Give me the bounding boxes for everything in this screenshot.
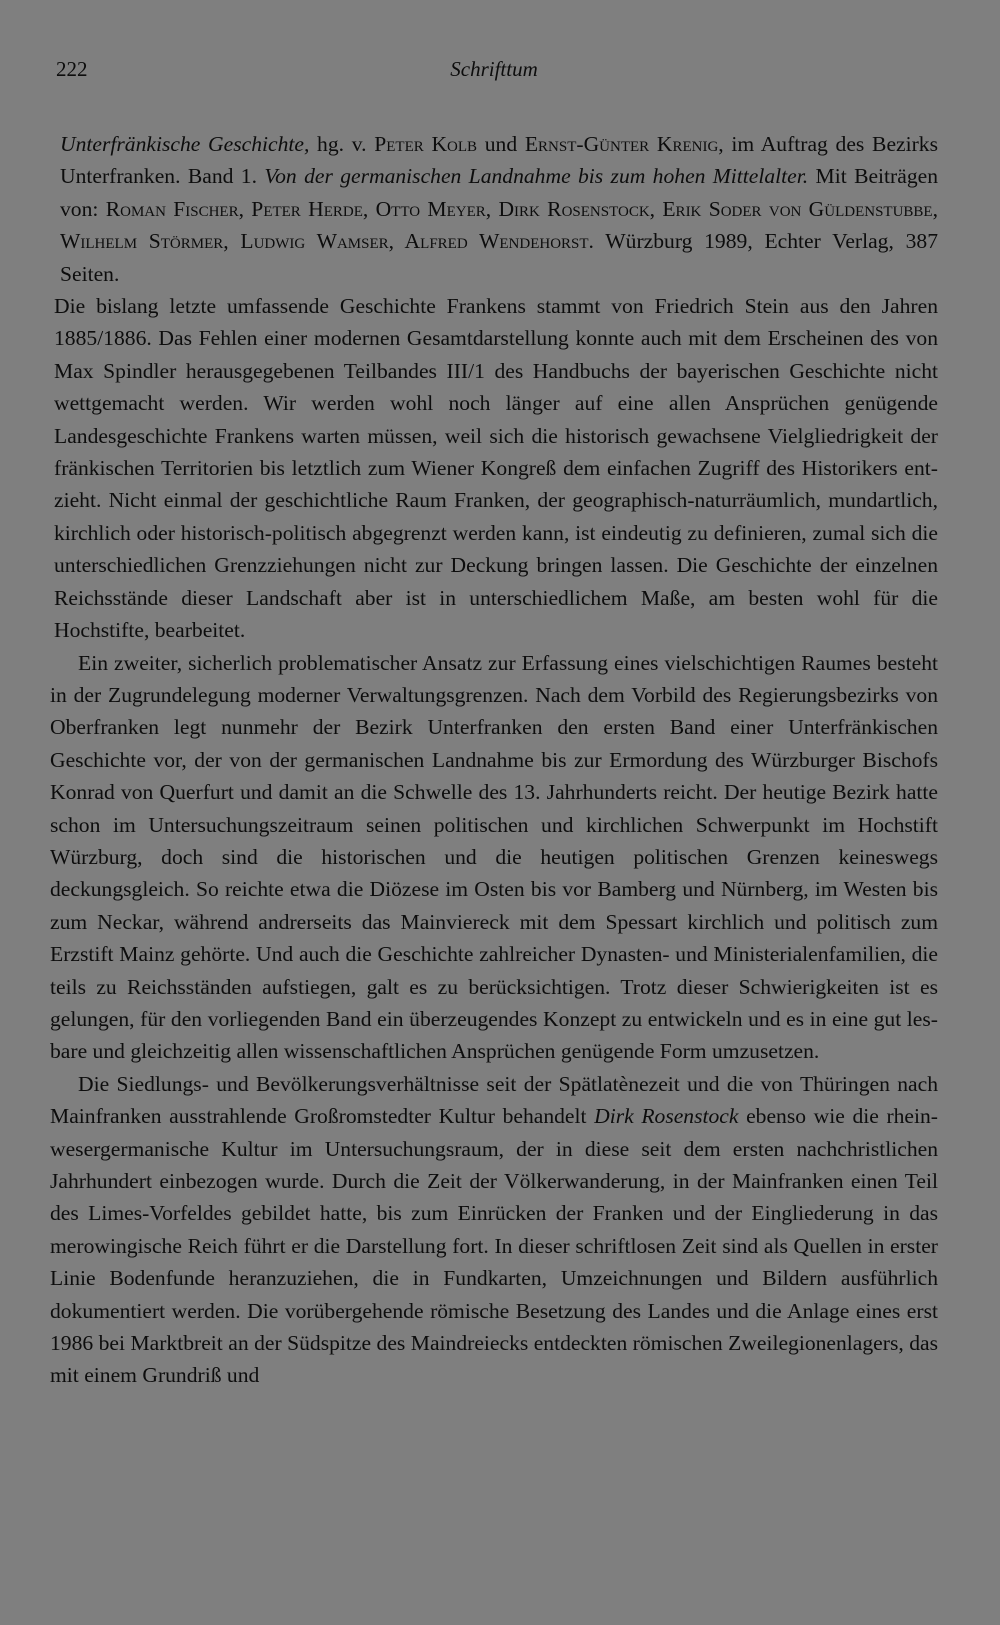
citation-commission: , im Auftrag des Bezirks Unterfranken. Band 1.: [60, 132, 939, 189]
editor-name: Ernst-Günter Krenig: [524, 132, 719, 156]
citation-hg: hg. v.: [309, 132, 375, 156]
paragraph: [50, 1068, 938, 1392]
paragraph-text: ebenso wie die rhein-wesergermanische Kultur im Untersuchungsraum, der in diese seit dem ersten nachchristlichen Jahrhundert einbezogen wurde. Durch die Zeit der Völkerwanderung, in der Mainfranken einen Teil des Limes-Vorfeldes gebildet hatte, bis zum Einrücken der Franken und der Eingliederung in das merowingische Reich führt er die Darstellung fort. In dieser schriftlosen Zeit sind als Quellen in erster Linie Bodenfunde heranzuziehen, die in Fundkarten, Umzeichnungen und Bildern ausführlich dokumentiert werden. Die vorübergehende römische Besetzung des Landes und die Anlage eines erst 1986 bei Marktbreit an der Südspitze des Maindreiecks entdeckten römischen Zweilegionenlagers, das mit einem Grundriß und: [50, 1104, 939, 1388]
paragraph: Die bislang letzte umfassende Geschichte Frankens stammt von Friedrich Stein aus den Jahren 1885/1886. Das Fehlen einer modernen Gesamtdarstellung konnte auch mit dem Erscheinen des von Max Spindler herausgegebenen Teilbandes III/1 des Handbuchs der bayerischen Geschichte nicht wettgemacht werden. Wir werden wohl noch länger auf eine allen Ansprüchen genügende Landesgeschichte Frankens warten müssen, weil sich die historisch gewachsene Vielgliedrigkeit der fränkischen Territorien bis letztlich zum Wiener Kongreß dem einfachen Zugriff des Historikers entzieht. Nicht einmal der geschichtliche Raum Franken, der geographisch-naturräumlich, mundartlich, kirchlich oder historisch-politisch abgegrenzt werden kann, ist eindeutig zu definieren, zumal sich die unterschiedlichen Grenzziehungen nicht zur Deckung bringen lassen. Die Geschichte der einzelnen Reichsstände dieser Landschaft aber ist in unterschiedlichem Maße, am besten wohl für die Hochstifte, bearbeitet.: [54, 294, 938, 643]
page-number: 222: [56, 57, 88, 81]
editor-name: Peter Kolb: [374, 132, 478, 156]
book-title: Unterfränkische Geschichte,: [60, 132, 310, 156]
running-head: [50, 52, 938, 86]
running-title: Schrifttum: [450, 57, 538, 81]
bibliographic-citation: [50, 128, 938, 290]
citation-contrib-intro: Mit Beiträgen von:: [60, 164, 939, 221]
publication-info: Würzburg 1989, Echter Verlag, 387 Seiten.: [60, 229, 938, 286]
paragraph: Ein zweiter, sicherlich problematischer Ansatz zur Erfassung eines vielschichtigen Raumes besteht in der Zugrundelegung moderner Verwaltungsgrenzen. Nach dem Vorbild des Regierungsbezirks von Oberfranken legt nunmehr der Bezirk Unterfranken den ersten Band einer Unterfränkischen Geschichte vor, der von der germanischen Landnahme bis zur Ermordung des Würzburger Bischofs Konrad von Querfurt und damit an die Schwelle des 13. Jahrhunderts reicht. Der heutige Bezirk hatte schon im Untersuchungszeitraum seinen politischen und kirchlichen Schwerpunkt im Hochstift Würzburg, doch sind die historischen und die heutigen politischen Grenzen keineswegs deckungsgleich. So reichte etwa die Diözese im Osten bis vor Bamberg und Nürnberg, im Westen bis zum Neckar, während andrerseits das Mainviereck mit dem Spessart kirchlich und politisch zum Erzstift Mainz gehörte. Und auch die Geschichte zahlreicher Dynasten- und Ministerialenfamilien, die teils zu Reichsständen aufstiegen, galt es zu berücksichtigen. Trotz dieser Schwierigkeiten ist es gelungen, für den vorliegenden Band ein überzeugendes Konzept zu entwickeln und es in eine gut lesbare und gleichzeitig allen wissenschaftlichen Ansprüchen genügende Form umzusetzen.: [50, 650, 938, 1064]
paragraph-text: Die Siedlungs- und Bevölkerungsverhältnisse seit der Spätlatènezeit und die von Thüringen nach Mainfranken ausstrahlende Großromstedter Kultur behandelt: [50, 1071, 938, 1129]
citation-und: und: [477, 132, 525, 156]
contributor-list: Roman Fischer, Peter Herde, Otto Meyer, Dirk Rosenstock, Erik Soder von Güldenstubbe, Wilhelm Störmer, Ludwig Wamser, Alfred Wendehorst.: [60, 196, 938, 254]
author-name: Dirk Rosenstock: [594, 1104, 739, 1129]
volume-title: Von der germanischen Landnahme bis zum hohen Mittelalter.: [264, 164, 809, 189]
page-text: [50, 128, 938, 1392]
